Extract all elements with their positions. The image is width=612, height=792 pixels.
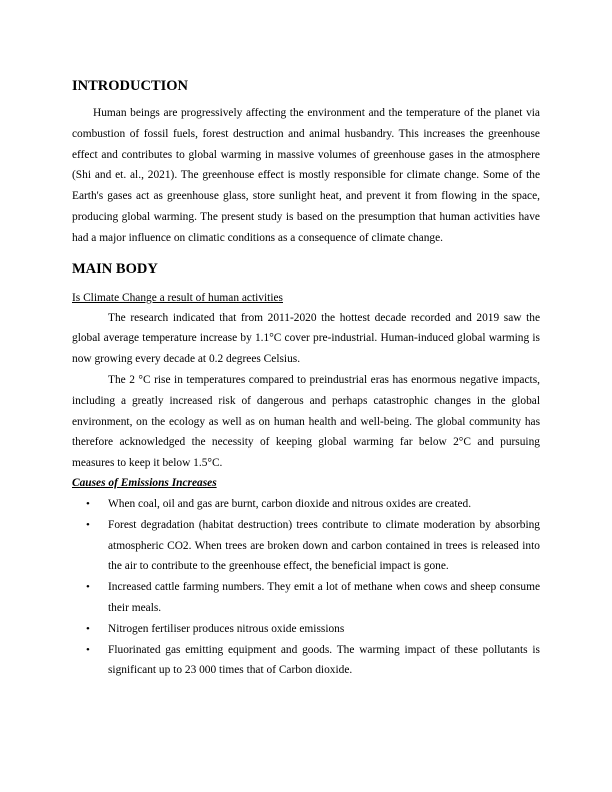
list-item-text: Nitrogen fertiliser produces nitrous oxide emissions (108, 622, 345, 635)
list-item-text: Fluorinated gas emitting equipment and goods. The warming impact of these pollutants is significant up to 23 000 times that of Carbon dioxide. (108, 643, 540, 677)
human-activities-subheading: Is Climate Change a result of human activities (72, 291, 283, 304)
list-item (72, 577, 540, 619)
list-item-text: Increased cattle farming numbers. They emit a lot of methane when cows and sheep consume their meals. (108, 581, 540, 614)
list-item (72, 515, 540, 577)
introduction-paragraph: Human beings are progressively affecting the environment and the temperature of the planet via combustion of fossil fuels, forest destruction and animal husbandry. This increases the greenhouse effect and contributes to global warming in massive volumes of greenhouse gases in the atmosphere (Shi and et. al., 2021). The greenhouse effect is mostly responsible for climate change. Some of the Earth's gases act as greenhouse glass, store sunlight heat, and prevent it from flowing in the space, producing global warming. The present study is based on the presumption that human activities have had a major influence on climatic conditions as a consequence of climate change. (72, 107, 540, 244)
bullet-icon: • (86, 581, 90, 594)
introduction-heading: INTRODUCTION (72, 78, 189, 94)
list-item-text: Forest degradation (habitat destruction) trees contribute to climate moderation by absorbing atmospheric CO2. When trees are broken down and carbon contained in trees is released into the air to contribute to the greenhouse effect, the beneficial impact is gone. (108, 518, 540, 573)
list-item (72, 619, 540, 640)
list-item-text: When coal, oil and gas are burnt, carbon dioxide and nitrous oxides are created. (108, 497, 472, 510)
bullet-icon: • (86, 518, 90, 531)
bullet-icon: • (86, 643, 90, 656)
main-body-heading: MAIN BODY (72, 260, 158, 277)
causes-subheading: Causes of Emissions Increases (72, 476, 217, 489)
causes-list (72, 494, 540, 681)
body-paragraph: The research indicated that from 2011-2020 the hottest decade recorded and 2019 saw the global average temperature increase by 1.1°C cover pre-industrial. Human-induced global warming is now growing every decade at 0.2 degrees Celsius. (72, 311, 540, 366)
page-content (72, 76, 540, 681)
bullet-icon: • (86, 622, 90, 635)
body-paragraph: The 2 °C rise in temperatures compared to preindustrial eras has enormous negative impacts, including a greatly increased risk of dangerous and perhaps catastrophic changes in the global environment, on the ecology as well as on human health and well-being. The global community has therefore acknowledged the necessity of keeping global warming far below 2°C and pursuing measures to keep it below 1.5°C. (72, 373, 540, 470)
bullet-icon: • (86, 497, 90, 510)
list-item (72, 640, 540, 682)
list-item (72, 494, 540, 515)
